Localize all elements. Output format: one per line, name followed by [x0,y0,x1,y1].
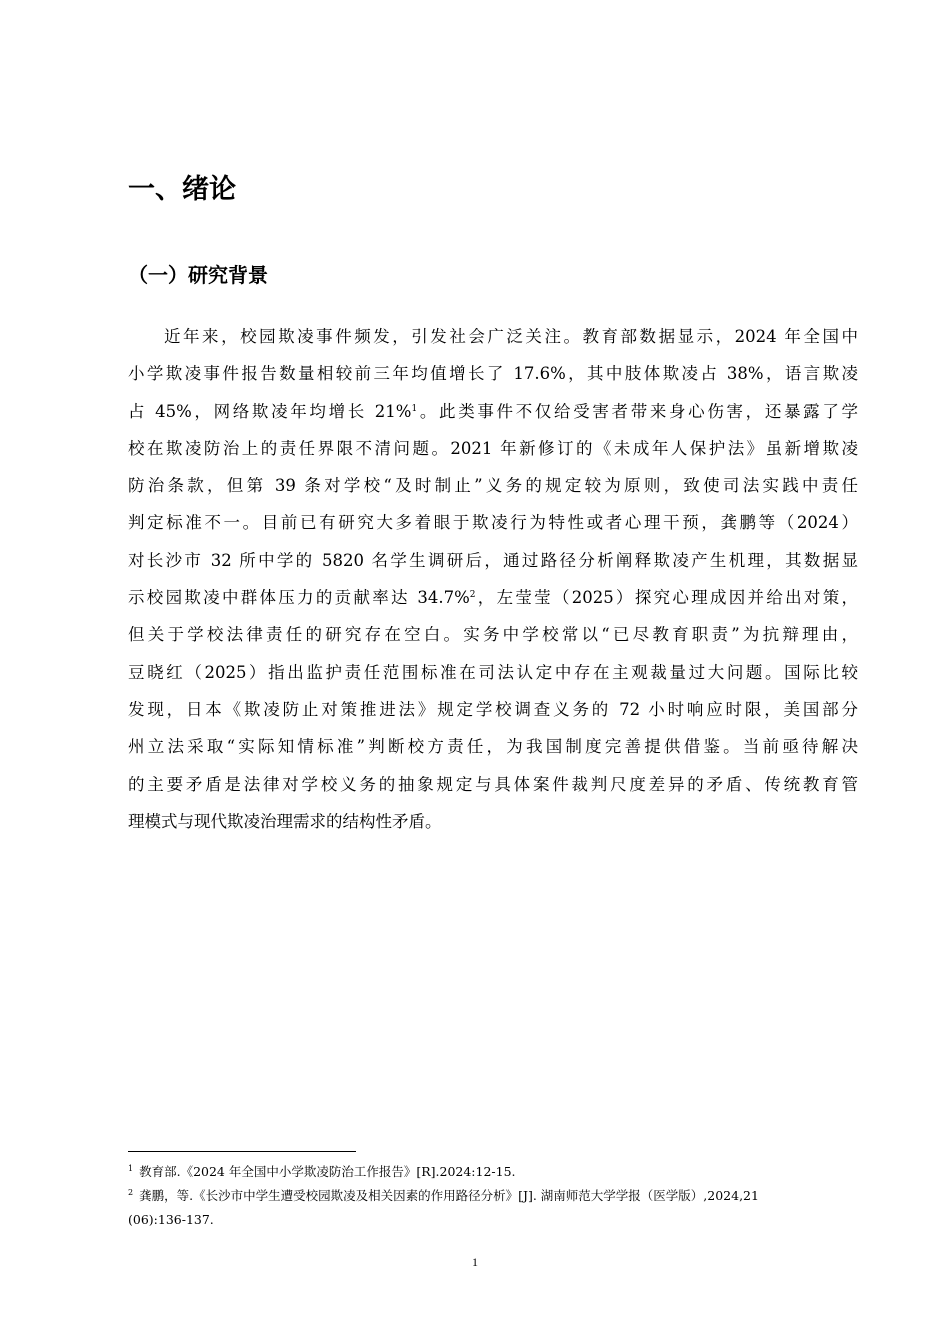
paragraph-line: 对长沙市 32 所中学的 5820 名学生调研后，通过路径分析阐释欺凌产生机理，其数据显 [128,550,858,570]
footnote-separator [128,1151,356,1152]
paragraph-line-text: 占 45%，网络欺凌年均增长 21% [128,401,412,421]
paragraph-line: 但关于学校法律责任的研究存在空白。实务中学校常以“已尽教育职责”为抗辩理由， [128,625,858,645]
section-heading: （一）研究背景 [128,263,268,287]
footnotes [128,1160,848,1232]
paragraph-line: 发现，日本《欺凌防止对策推进法》规定学校调查义务的 72 小时响应时限，美国部分 [128,699,858,719]
footnote-2 [128,1184,848,1208]
paragraph-line: 豆晓红（2025）指出监护责任范围标准在司法认定中存在主观裁量过大问题。国际比较 [128,662,858,682]
footnote-mark: 2 [128,1188,134,1197]
footnote-1 [128,1160,848,1184]
footnote-reference-2[interactable]: 2 [469,590,476,601]
paragraph-line [128,579,858,616]
paragraph-line: 判定标准不一。目前已有研究大多着眼于欺凌行为特性或者心理干预，龚鹏等（2024） [128,513,858,533]
paragraph-line: 防治条款，但第 39 条对学校“及时制止”义务的规定较为原则，致使司法实践中责任 [128,476,858,496]
page-number: 1 [472,1255,478,1269]
paragraph-line: 理模式与现代欺凌治理需求的结构性矛盾。 [128,811,442,831]
paragraph-line-text: 示校园欺凌中群体压力的贡献率达 34.7% [128,588,470,608]
paragraph-line: 小学欺凌事件报告数量相较前三年均值增长了 17.6%，其中肢体欺凌占 38%，语言欺凌 [128,364,858,384]
paragraph-line-text: 。此类事件不仅给受害者带来身心伤害，还暴露了学 [417,401,859,421]
chapter-heading: 一、绪论 [128,174,236,205]
paragraph-line-text: ，左莹莹（2025）探究心理成因并给出对策， [475,588,858,608]
paragraph-line [128,393,858,430]
paragraph-line: 的主要矛盾是法律对学校义务的抽象规定与具体案件裁判尺度差异的矛盾、传统教育管 [128,774,858,794]
footnote-mark: 1 [128,1164,134,1173]
footnote-text: 龚鹏，等.《长沙市中学生遭受校园欺凌及相关因素的作用路径分析》[J]. 湖南师范大学学报（医学版）,2024,21 [139,1188,759,1203]
footnote-2-continuation: (06):136-137. [128,1212,214,1227]
body-paragraph [128,318,858,840]
footnote-reference-1[interactable]: 1 [411,403,418,414]
paragraph-line: 近年来，校园欺凌事件频发，引发社会广泛关注。教育部数据显示，2024 年全国中 [164,327,858,346]
paragraph-line: 州立法采取“实际知情标准”判断校方责任，为我国制度完善提供借鉴。当前亟待解决 [128,737,858,757]
footnote-text: 教育部.《2024 年全国中小学欺凌防治工作报告》[R].2024:12-15. [139,1164,516,1179]
paragraph-line: 校在欺凌防治上的责任界限不清问题。2021 年新修订的《未成年人保护法》虽新增欺凌 [128,438,858,458]
